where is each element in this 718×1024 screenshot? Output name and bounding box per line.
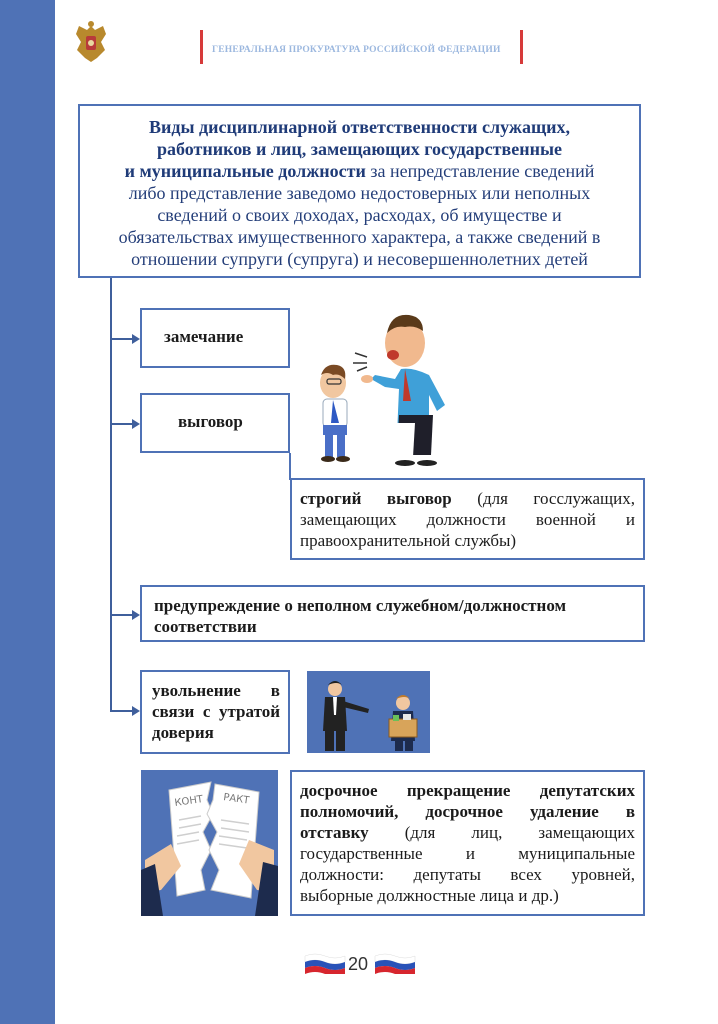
remark-label: замечание <box>164 327 244 346</box>
arrow-head-icon <box>132 706 140 716</box>
arrow-head-icon <box>132 334 140 344</box>
header-divider-left <box>200 30 203 64</box>
russian-flag-right-icon <box>373 952 417 974</box>
heading-line-5: сведений о своих доходах, расходах, об имуществе и <box>157 205 562 225</box>
header-divider-right <box>520 30 523 64</box>
strict-reprimand-box <box>290 478 645 560</box>
arrow-dismissal <box>110 710 132 712</box>
dismissal-label: увольнение в связи с утратой доверия <box>152 681 280 742</box>
dismissal-illustration-frame <box>307 671 430 753</box>
page-number: 20 <box>348 954 369 974</box>
heading-line-6: обязательствах имущественного характера, а также сведений в <box>118 227 601 247</box>
heading-line-7: отношении супруги (супруга) и несовершеннолетних детей <box>131 249 588 269</box>
reprimand-to-strict-link <box>289 453 291 480</box>
early-termination-note: (для лиц, замещающих государственные и муниципальные должности: депутаты всех уровней, выборные должностные лица и др.) <box>300 823 635 905</box>
heading-line-4: либо представление заведомо недостоверных или неполных <box>128 183 591 203</box>
heading-line-3-rest: за непредставление сведений <box>365 161 595 181</box>
arrow-remark <box>110 338 132 340</box>
reprimand-label: выговор <box>178 412 243 431</box>
arrow-warning <box>110 614 132 616</box>
arrow-head-icon <box>132 419 140 429</box>
early-termination-title: досрочное прекращение депутатских полномочий, досрочное удаление в отставку <box>300 781 635 842</box>
torn-contract-illustration-frame <box>141 770 278 916</box>
torn-contract-illustration <box>141 770 278 916</box>
tree-connector <box>110 278 112 712</box>
boss-dismissing-employee-illustration <box>307 671 430 753</box>
early-termination-box <box>290 770 645 916</box>
arrow-head-icon <box>132 610 140 620</box>
contract-left-text: КОНТ <box>173 794 204 809</box>
boss-scolding-illustration <box>305 305 467 467</box>
warning-label: предупреждение о неполном служебном/должностном соответствии <box>154 596 567 636</box>
strict-reprimand-note: (для госслужащих, замещающих должности военной и правоохранительной службы) <box>300 489 635 550</box>
heading-bold-line-1: Виды дисциплинарной ответственности служащих, <box>148 117 571 137</box>
left-sidebar-stripe <box>0 0 55 1024</box>
remark-box <box>140 308 290 368</box>
reprimand-box <box>140 393 290 453</box>
warning-box <box>140 585 645 642</box>
heading-bold-line-2: работников и лиц, замещающих государственные <box>156 139 563 159</box>
strict-reprimand-title: строгий выговор <box>300 489 452 508</box>
organization-name: ГЕНЕРАЛЬНАЯ ПРОКУРАТУРА РОССИЙСКОЙ ФЕДЕРАЦИИ <box>212 45 501 55</box>
contract-right-text: РАКТ <box>222 792 250 807</box>
arrow-reprimand <box>110 423 132 425</box>
heading-bold-line-3: и муниципальные должности <box>124 161 366 181</box>
main-heading-box <box>78 104 641 278</box>
eagle-emblem-icon <box>72 20 110 64</box>
russian-flag-left-icon <box>303 952 347 974</box>
dismissal-box <box>140 670 290 754</box>
